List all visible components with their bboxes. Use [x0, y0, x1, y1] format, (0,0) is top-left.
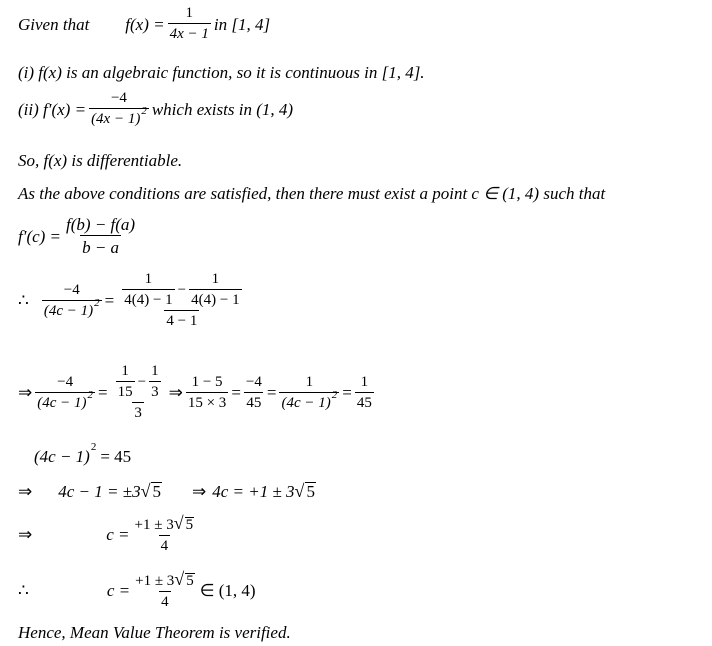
- minus-sign: −: [177, 281, 187, 298]
- c-final: [18, 570, 256, 610]
- step2-exponent: 2: [87, 388, 94, 401]
- one-fifteenth: [116, 364, 135, 400]
- ratio-denominator: 15 × 3: [186, 392, 228, 411]
- condition-ii: [18, 91, 293, 127]
- step2-denominator: [35, 388, 95, 411]
- one-over-square-den-text: (4c − 1): [281, 394, 331, 411]
- neg4-over-45: [244, 375, 264, 411]
- condition-i: (i) f(x) is an algebraic function, so it is continuous in [1, 4].: [18, 63, 425, 82]
- given-fraction: [168, 6, 211, 42]
- equals-sign: =: [266, 383, 277, 402]
- given-numerator: 1: [185, 5, 193, 21]
- cond-ii-exponent: 2: [141, 105, 147, 117]
- sqrt-icon: √: [140, 481, 151, 501]
- sub-a-num: 1: [144, 271, 153, 287]
- c-root5: 5: [185, 517, 194, 533]
- one-over-square-den: [279, 388, 339, 411]
- conditions-line: As the above conditions are satisfied, then there must exist a point c ∈ (1, 4) such that: [18, 184, 606, 203]
- one-over-45: [355, 375, 374, 411]
- equals-sign: =: [231, 383, 241, 402]
- step1-rhs-numerator: [117, 272, 246, 310]
- c-num-text: +1 ± 3: [134, 517, 174, 533]
- one-over-45-den: 45: [355, 392, 374, 411]
- c-final-fraction: [133, 570, 197, 610]
- c-solution: [18, 514, 199, 554]
- step1-rhs-denominator: 4 − 1: [164, 310, 199, 329]
- c-lhs: c =: [106, 524, 130, 544]
- root5-b: 5: [306, 482, 315, 501]
- sub-a-den: 4(4) − 1: [122, 289, 174, 308]
- given-line: [18, 6, 270, 42]
- step2-lhs-fraction: [35, 375, 95, 411]
- therefore-symbol: ∴: [18, 291, 29, 310]
- sqrt-icon: √: [174, 569, 185, 589]
- substitution-step: [18, 272, 250, 329]
- step1-lhs-fraction: [42, 283, 102, 319]
- simplification-step: [18, 364, 377, 421]
- step1-exponent: 2: [94, 296, 100, 309]
- sub-fraction-b: [189, 272, 241, 308]
- one-third-den: 3: [149, 381, 161, 400]
- cond-ii-den-text: (4x − 1): [91, 111, 141, 127]
- step2-compound-denominator: 3: [132, 402, 144, 421]
- sub-fraction-a: [122, 272, 174, 308]
- one-over-square-exp: 2: [331, 388, 338, 401]
- therefore-symbol: ∴: [18, 580, 29, 600]
- cond-ii-tail: which exists in (1, 4): [151, 99, 294, 119]
- given-tail: in [1, 4]: [213, 14, 271, 34]
- c-final-denominator: 4: [159, 591, 171, 610]
- step1-denominator: [42, 296, 102, 319]
- one-over-45-num: 1: [360, 373, 369, 390]
- root-step: [18, 482, 316, 500]
- one-over-square-num: 1: [305, 373, 314, 390]
- square-equation: [34, 441, 132, 466]
- step2-den-text: (4c − 1): [37, 394, 87, 411]
- square-rhs: = 45: [100, 447, 132, 466]
- given-denominator: 4x − 1: [168, 23, 211, 42]
- equals-sign: =: [98, 383, 108, 402]
- step2-numerator: −4: [57, 373, 74, 390]
- root-step-b: 4c = +1 ± 3: [212, 481, 295, 501]
- c-final-root5: 5: [186, 573, 194, 589]
- given-label: Given that: [18, 14, 90, 34]
- mvt-fraction: [64, 216, 137, 256]
- mvt-lhs: f′(c) =: [18, 226, 62, 246]
- sub-b-num: 1: [211, 271, 220, 287]
- square-exponent: 2: [90, 441, 97, 453]
- one-over-square: [279, 375, 339, 411]
- c-interval: ∈ (1, 4): [199, 580, 256, 600]
- step1-rhs-fraction: [117, 272, 246, 329]
- ratio-numerator: 1 − 5: [191, 373, 223, 390]
- equals-sign: =: [104, 291, 115, 310]
- implies-symbol: ⇒: [168, 383, 183, 402]
- mvt-formula: [18, 216, 140, 256]
- sub-b-den: 4(4) − 1: [189, 289, 241, 308]
- given-lhs: f(x) =: [125, 14, 165, 34]
- neg4-den: 45: [244, 392, 263, 411]
- one-fifteenth-den: 15: [116, 381, 135, 400]
- implies-symbol: ⇒: [18, 481, 33, 501]
- cond-ii-denominator: [89, 105, 149, 127]
- equals-sign: =: [342, 383, 352, 402]
- cond-ii-lhs: (ii) f′(x) =: [18, 99, 87, 119]
- step2-compound-numerator: [111, 364, 166, 402]
- differentiable-line: So, f(x) is differentiable.: [18, 151, 183, 170]
- mvt-numerator: f(b) − f(a): [66, 215, 136, 234]
- minus-sign: −: [137, 373, 147, 390]
- step2-compound-fraction: [111, 364, 166, 421]
- step1-den-text: (4c − 1): [43, 302, 94, 319]
- c-denominator: 4: [159, 535, 171, 554]
- cond-ii-numerator: −4: [110, 90, 127, 106]
- conclusion: Hence, Mean Value Theorem is verified.: [18, 623, 291, 642]
- root5-a: 5: [152, 482, 161, 501]
- sqrt-icon: √: [173, 513, 184, 533]
- c-numerator: [133, 514, 197, 535]
- sqrt-icon: √: [294, 481, 305, 501]
- one-third: [149, 364, 161, 400]
- mvt-denominator: b − a: [80, 235, 121, 256]
- c-lhs: c =: [106, 580, 131, 600]
- implies-symbol: ⇒: [191, 481, 207, 501]
- c-final-num-text: +1 ± 3: [135, 573, 175, 589]
- implies-symbol: ⇒: [18, 383, 33, 402]
- square-lhs: (4c − 1): [34, 447, 90, 466]
- c-final-numerator: [133, 570, 197, 591]
- c-fraction: [133, 514, 197, 554]
- neg4-num: −4: [245, 373, 262, 390]
- root-step-a: 4c − 1 = ±3: [58, 481, 141, 501]
- cond-ii-fraction: [89, 91, 149, 127]
- ratio-fraction: [186, 375, 228, 411]
- one-fifteenth-num: 1: [121, 363, 129, 379]
- step1-numerator: −4: [63, 281, 80, 298]
- one-third-num: 1: [151, 363, 159, 379]
- implies-symbol: ⇒: [18, 524, 33, 544]
